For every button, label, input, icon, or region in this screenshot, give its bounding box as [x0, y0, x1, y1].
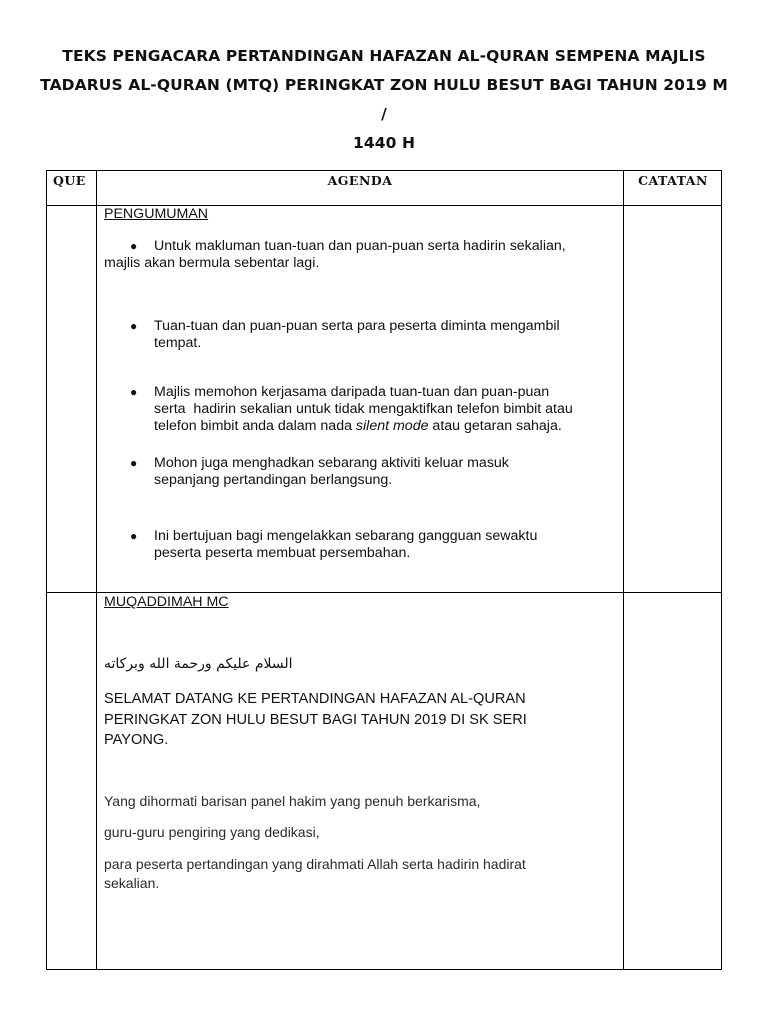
bullet-icon: ●: [130, 385, 138, 399]
bullet-icon: ●: [130, 239, 138, 253]
address-panel-judges: Yang dihormati barisan panel hakim yang penuh berkarisma,: [104, 793, 481, 809]
bullet-line: Mohon juga menghadkan sebarang aktiviti keluar masuk: [154, 455, 509, 471]
bullet-line: serta hadirin sekalian untuk tidak mengaktifkan telefon bimbit atau: [154, 401, 573, 417]
bullet-line: tempat.: [154, 335, 202, 351]
bullet-line: Untuk makluman tuan-tuan dan puan-puan serta hadirin sekalian,: [154, 238, 566, 254]
bullet-line: sepanjang pertandingan berlangsung.: [154, 472, 393, 488]
bullet-text-segment: telefon bimbit anda dalam nada: [154, 418, 356, 434]
bullet-line: peserta peserta membuat persembahan.: [154, 545, 411, 561]
bullet-icon: ●: [130, 456, 138, 470]
bullet-text-segment: atau getaran sahaja.: [428, 418, 562, 434]
address-line: sekalian.: [104, 875, 160, 891]
welcome-line: PAYONG.: [104, 732, 169, 748]
welcome-statement: [104, 689, 584, 751]
welcome-line: SELAMAT DATANG KE PERTANDINGAN HAFAZAN AL-QURAN: [104, 691, 526, 707]
header-catatan: CATATAN: [638, 173, 708, 188]
bullet-icon: ●: [130, 529, 138, 543]
column-divider-que: [96, 171, 97, 969]
document-title: [40, 42, 728, 158]
address-participants: [104, 855, 604, 893]
bullet-line: Tuan-tuan dan puan-puan serta para peserta diminta mengambil: [154, 318, 560, 334]
title-line-3: 1440 H: [352, 134, 416, 152]
bullet-line: Majlis memohon kerjasama daripada tuan-tuan dan puan-puan: [154, 384, 550, 400]
bullet-line: majlis akan bermula sebentar lagi.: [104, 255, 320, 271]
section-title-muqaddimah: MUQADDIMAH MC: [104, 594, 229, 610]
section-title-pengumuman: PENGUMUMAN: [104, 206, 209, 222]
column-divider-catatan: [623, 171, 624, 969]
bullet-icon: ●: [130, 319, 138, 333]
title-line-2: TADARUS AL-QURAN (MTQ) PERINGKAT ZON HULU BESUT BAGI TAHUN 2019 M /: [40, 76, 728, 123]
bullet-line: [104, 418, 616, 435]
bullet-item: [104, 528, 616, 562]
address-teachers: guru-guru pengiring yang dedikasi,: [104, 824, 320, 840]
bullet-line: Ini bertujuan bagi mengelakkan sebarang gangguan sewaktu: [154, 528, 538, 544]
header-agenda: AGENDA: [327, 173, 393, 188]
agenda-table: [46, 170, 722, 970]
welcome-line: PERINGKAT ZON HULU BESUT BAGI TAHUN 2019 DI SK SERI: [104, 711, 527, 728]
emphasis-text: silent mode: [355, 418, 429, 434]
address-line: para peserta pertandingan yang dirahmati Allah serta hadirin hadirat: [104, 856, 526, 872]
bullet-item: [104, 455, 616, 489]
header-que: QUE: [53, 173, 86, 188]
row-divider: [47, 592, 721, 593]
bullet-item: [104, 318, 616, 352]
title-line-1: TEKS PENGACARA PERTANDINGAN HAFAZAN AL-QURAN SEMPENA MAJLIS: [62, 47, 706, 65]
bullet-item: [104, 238, 616, 272]
bullet-item: [104, 384, 616, 435]
arabic-greeting: السلام عليكم ورحمة الله وبركاته: [104, 656, 293, 672]
